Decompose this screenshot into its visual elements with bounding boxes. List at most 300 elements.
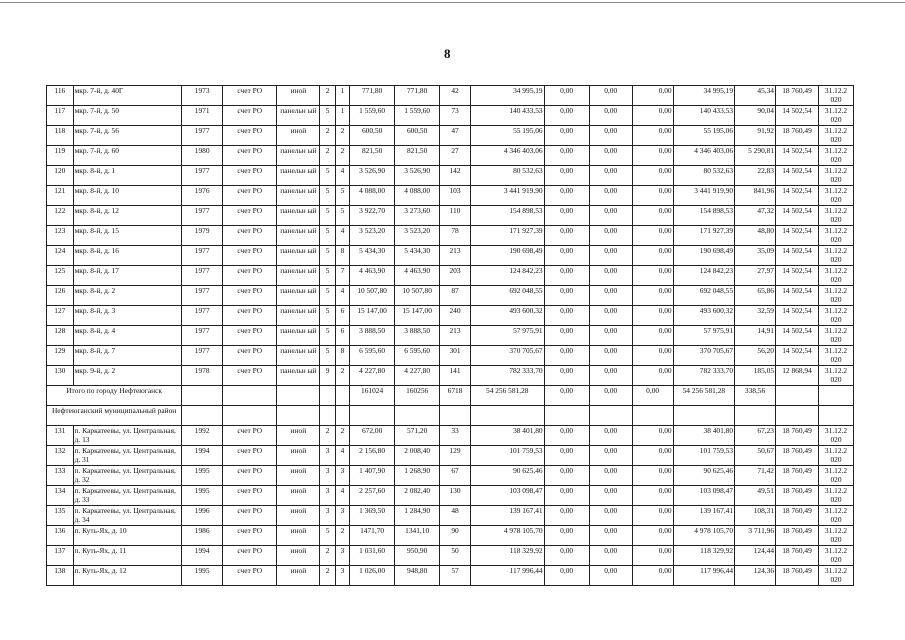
table-cell: счет РО [223, 446, 277, 466]
table-cell: 1 369,50 [350, 506, 395, 526]
table-cell: 128 [47, 326, 74, 346]
table-row [47, 166, 854, 186]
table-cell: иной [277, 506, 320, 526]
table-cell: 0,00 [589, 106, 632, 126]
table-cell: 0,00 [589, 226, 632, 246]
table-cell: 38 401,80 [470, 426, 544, 446]
table-cell: 1995 [182, 466, 223, 486]
table-cell: 42 [440, 86, 471, 106]
table-cell: 1995 [182, 566, 223, 586]
table-cell: мкр. 7-й, д. 56 [73, 126, 182, 146]
table-row [47, 126, 854, 146]
table-cell: 141 [440, 366, 471, 386]
table-cell: 127 [47, 306, 74, 326]
table-cell: мкр. 8-й, д. 12 [73, 206, 182, 226]
table-cell: панельн ый [277, 306, 320, 326]
total-cell [776, 386, 819, 406]
table-cell: 1980 [182, 146, 223, 166]
table-cell: 0,00 [589, 206, 632, 226]
table-cell: 14 502,54 [776, 286, 819, 306]
table-cell: 5 [320, 326, 335, 346]
table-cell: 4 978 105,70 [673, 526, 734, 546]
table-cell: 12 868,94 [776, 366, 819, 386]
table-row [47, 266, 854, 286]
table-cell: счет РО [223, 526, 277, 546]
table-cell: 0,00 [589, 146, 632, 166]
table-cell: 190 698,49 [470, 246, 544, 266]
table-cell: 45,34 [735, 86, 776, 106]
table-cell: 10 507,80 [395, 286, 440, 306]
table-cell: 1971 [182, 106, 223, 126]
table-cell: 692 048,55 [470, 286, 544, 306]
table-cell: 821,50 [350, 146, 395, 166]
table-cell: 1 [335, 106, 349, 126]
table-cell: панельн ый [277, 366, 320, 386]
table-cell: 5 434,30 [350, 246, 395, 266]
table-cell: 1973 [182, 86, 223, 106]
table-cell: 571,20 [395, 426, 440, 446]
table-cell: 90 [440, 526, 471, 546]
table-cell: счет РО [223, 126, 277, 146]
table-cell: 0,00 [544, 266, 589, 286]
table-cell: 90 625,46 [673, 466, 734, 486]
table-cell: 782 333,70 [673, 366, 734, 386]
table-cell: 4 227,80 [350, 366, 395, 386]
table-cell: 117 996,44 [673, 566, 734, 586]
table-cell: 31.12.2 020 [819, 506, 854, 526]
empty-cell [182, 406, 223, 426]
total-cell [819, 386, 854, 406]
table-cell: мкр. 7-й, д. 40Г [73, 86, 182, 106]
table-cell: 137 [47, 546, 74, 566]
total-cell [335, 386, 349, 406]
table-cell: иной [277, 526, 320, 546]
table-cell: 493 600,32 [470, 306, 544, 326]
table-cell: 14 502,54 [776, 146, 819, 166]
table-cell: 136 [47, 526, 74, 546]
total-cell: 0,00 [632, 386, 673, 406]
table-cell: 130 [47, 366, 74, 386]
table-cell: 0,00 [544, 126, 589, 146]
table-cell: 5 [320, 186, 335, 206]
table-cell: 123 [47, 226, 74, 246]
table-cell: 3 [320, 446, 335, 466]
table-cell: 124 [47, 246, 74, 266]
table-row [47, 286, 854, 306]
table-cell: мкр. 8-й, д. 4 [73, 326, 182, 346]
table-cell: 118 [47, 126, 74, 146]
table-cell: 5 [320, 286, 335, 306]
table-cell: 672,00 [350, 426, 395, 446]
table-cell: 3 [335, 466, 349, 486]
table-cell: счет РО [223, 86, 277, 106]
table-cell: 91,92 [735, 126, 776, 146]
table-cell: 134 [47, 486, 74, 506]
empty-cell [395, 406, 440, 426]
table-cell: 31.12.2 020 [819, 106, 854, 126]
table-cell: 0,00 [544, 306, 589, 326]
table-cell: 129 [440, 446, 471, 466]
total-cell [223, 386, 277, 406]
table-cell: 0,00 [632, 166, 673, 186]
table-cell: 0,00 [544, 506, 589, 526]
table-cell: 31.12.2 020 [819, 266, 854, 286]
table-row [47, 506, 854, 526]
table-cell: иной [277, 446, 320, 466]
table-cell: 0,00 [632, 206, 673, 226]
table-cell: 4 [335, 226, 349, 246]
table-row [47, 546, 854, 566]
table-cell: 3 [320, 486, 335, 506]
table-row [47, 366, 854, 386]
table-cell: 0,00 [632, 566, 673, 586]
table-cell: 0,00 [632, 106, 673, 126]
table-cell: 0,00 [589, 86, 632, 106]
table-cell: п. Куть-Ях, д. 12 [73, 566, 182, 586]
table-cell: 0,00 [589, 446, 632, 466]
table-cell: 33 [440, 426, 471, 446]
table-row [47, 466, 854, 486]
table-cell: мкр. 8-й, д. 7 [73, 346, 182, 366]
table-cell: 31.12.2 020 [819, 526, 854, 546]
table-cell: 18 760,49 [776, 546, 819, 566]
table-cell: 1994 [182, 546, 223, 566]
table-cell: 771,80 [395, 86, 440, 106]
table-row [47, 146, 854, 166]
table-cell: 0,00 [544, 326, 589, 346]
table-cell: 0,00 [589, 266, 632, 286]
table-cell: счет РО [223, 426, 277, 446]
table-cell: 3 523,20 [395, 226, 440, 246]
table-cell: 31.12.2 020 [819, 326, 854, 346]
table-cell: 101 759,53 [673, 446, 734, 466]
table-cell: 121 [47, 186, 74, 206]
table-cell: иной [277, 486, 320, 506]
table-cell: мкр. 8-й, д. 17 [73, 266, 182, 286]
table-cell: 138 [47, 566, 74, 586]
table-cell: 0,00 [544, 86, 589, 106]
table-cell: 3 922,70 [350, 206, 395, 226]
table-cell: 5 434,30 [395, 246, 440, 266]
table-cell: 0,00 [589, 326, 632, 346]
table-cell: счет РО [223, 506, 277, 526]
table-cell: 27,97 [735, 266, 776, 286]
table-cell: 135 [47, 506, 74, 526]
table-cell: 5 [320, 266, 335, 286]
table-cell: иной [277, 566, 320, 586]
table-cell: 140 433,53 [673, 106, 734, 126]
table-cell: 18 760,49 [776, 86, 819, 106]
table-cell: 67,23 [735, 426, 776, 446]
table-cell: п. Куть-Ях, д. 11 [73, 546, 182, 566]
table-cell: 1977 [182, 206, 223, 226]
table-cell: 32,59 [735, 306, 776, 326]
table-cell: 0,00 [544, 566, 589, 586]
table-cell: 771,80 [350, 86, 395, 106]
table-cell: счет РО [223, 266, 277, 286]
table-cell: 0,00 [632, 346, 673, 366]
table-cell: 34 995,19 [673, 86, 734, 106]
empty-cell [632, 406, 673, 426]
table-cell: 3 888,50 [350, 326, 395, 346]
table-cell: 5 [320, 166, 335, 186]
table-cell: 49,51 [735, 486, 776, 506]
table-cell: счет РО [223, 546, 277, 566]
table-cell: 31.12.2 020 [819, 286, 854, 306]
table-cell: 0,00 [632, 326, 673, 346]
total-cell: 338,56 [735, 386, 776, 406]
section-row [47, 406, 854, 426]
table-cell: 493 600,32 [673, 306, 734, 326]
table-cell: 5 [320, 206, 335, 226]
table-cell: 1992 [182, 426, 223, 446]
table-cell: 0,00 [589, 426, 632, 446]
empty-cell [350, 406, 395, 426]
table-cell: 78 [440, 226, 471, 246]
table-cell: 10 507,80 [350, 286, 395, 306]
table-cell: 1977 [182, 126, 223, 146]
table-cell: 14 502,54 [776, 226, 819, 246]
table-cell: 1977 [182, 286, 223, 306]
table-cell: 0,00 [544, 146, 589, 166]
table-cell: счет РО [223, 146, 277, 166]
table-cell: мкр. 8-й, д. 2 [73, 286, 182, 306]
total-cell [320, 386, 335, 406]
table-cell: 14 502,54 [776, 206, 819, 226]
table-cell: 1 407,90 [350, 466, 395, 486]
table-cell: 154 898,53 [470, 206, 544, 226]
table-cell: 18 760,49 [776, 126, 819, 146]
total-cell [182, 386, 223, 406]
table-cell: 5 290,81 [735, 146, 776, 166]
table-cell: п. Каркатеевы, ул. Центральная, д. 33 [73, 486, 182, 506]
table-cell: счет РО [223, 366, 277, 386]
empty-cell [335, 406, 349, 426]
table-cell: 90,04 [735, 106, 776, 126]
table-cell: 1978 [182, 366, 223, 386]
table-cell: 0,00 [589, 506, 632, 526]
table-cell: 190 698,49 [673, 246, 734, 266]
table-cell: 2 156,80 [350, 446, 395, 466]
table-cell: 1994 [182, 446, 223, 466]
table-cell: панельн ый [277, 346, 320, 366]
table-cell: 2 008,40 [395, 446, 440, 466]
table-cell: 1 031,60 [350, 546, 395, 566]
table-cell: 3 [335, 546, 349, 566]
table-cell: 48 [440, 506, 471, 526]
table-cell: 18 760,49 [776, 526, 819, 546]
table-cell: 2 257,60 [350, 486, 395, 506]
table-row [47, 486, 854, 506]
table-cell: 14 502,54 [776, 246, 819, 266]
table-cell: 2 [320, 546, 335, 566]
table-cell: панельн ый [277, 286, 320, 306]
table-cell: 5 [320, 106, 335, 126]
table-cell: 154 898,53 [673, 206, 734, 226]
empty-cell [819, 406, 854, 426]
table-cell: п. Каркатеевы, ул. Центральная, д. 34 [73, 506, 182, 526]
table-cell: 14 502,54 [776, 326, 819, 346]
table-cell: панельн ый [277, 106, 320, 126]
table-cell: 3 526,90 [350, 166, 395, 186]
table-cell: 0,00 [589, 166, 632, 186]
table-cell: 31.12.2 020 [819, 226, 854, 246]
table-cell: панельн ый [277, 266, 320, 286]
table-cell: 0,00 [589, 466, 632, 486]
table-cell: 5 [320, 346, 335, 366]
table-cell: 0,00 [632, 546, 673, 566]
table-cell: 108,31 [735, 506, 776, 526]
table-cell: 18 760,49 [776, 466, 819, 486]
table-cell: 1977 [182, 166, 223, 186]
table-cell: 133 [47, 466, 74, 486]
table-cell: 131 [47, 426, 74, 446]
table-cell: 101 759,53 [470, 446, 544, 466]
table-cell: 119 [47, 146, 74, 166]
table-cell: 213 [440, 246, 471, 266]
table-cell: 65,86 [735, 286, 776, 306]
table-cell: 31.12.2 020 [819, 206, 854, 226]
table-cell: счет РО [223, 206, 277, 226]
empty-cell [440, 406, 471, 426]
table-cell: 5 [335, 206, 349, 226]
table-cell: мкр. 8-й, д. 15 [73, 226, 182, 246]
table-cell: 1979 [182, 226, 223, 246]
table-cell: 47 [440, 126, 471, 146]
table-cell: мкр. 9-й, д. 2 [73, 366, 182, 386]
section-label: Нефтеюганский муниципальный район [47, 406, 182, 426]
total-cell: 0,00 [544, 386, 589, 406]
table-cell: 2 [335, 146, 349, 166]
table-cell: 1 [335, 86, 349, 106]
table-cell: 3 711,96 [735, 526, 776, 546]
table-cell: п. Куть-Ях, д. 10 [73, 526, 182, 546]
page-number: 8 [444, 46, 451, 61]
table-cell: 3 [335, 506, 349, 526]
table-cell: 4 463,90 [395, 266, 440, 286]
table-cell: 38 401,80 [673, 426, 734, 446]
table-cell: мкр. 7-й, д. 60 [73, 146, 182, 166]
table-cell: 4 978 105,70 [470, 526, 544, 546]
table-cell: 1977 [182, 266, 223, 286]
table-cell: 5 [335, 186, 349, 206]
table-cell: 3 441 919,90 [673, 186, 734, 206]
table-cell: 950,90 [395, 546, 440, 566]
table-cell: 90 625,46 [470, 466, 544, 486]
table-cell: 0,00 [589, 286, 632, 306]
empty-cell [320, 406, 335, 426]
table-cell: 2 [335, 366, 349, 386]
table-cell: 31.12.2 020 [819, 466, 854, 486]
table-cell: 0,00 [589, 186, 632, 206]
table-cell: 0,00 [632, 146, 673, 166]
table-cell: счет РО [223, 306, 277, 326]
table-cell: 118 329,92 [673, 546, 734, 566]
total-row [47, 386, 854, 406]
table-cell: 2 [320, 146, 335, 166]
table-cell: 821,50 [395, 146, 440, 166]
table-cell: иной [277, 426, 320, 446]
table-cell: 0,00 [544, 466, 589, 486]
table-cell: 1977 [182, 346, 223, 366]
table-cell: 73 [440, 106, 471, 126]
empty-cell [277, 406, 320, 426]
table-cell: п. Каркатеевы, ул. Центральная, д. 13 [73, 426, 182, 446]
table-cell: 1977 [182, 246, 223, 266]
table-cell: 117 [47, 106, 74, 126]
table-cell: 185,05 [735, 366, 776, 386]
table-cell: счет РО [223, 286, 277, 306]
table-cell: 0,00 [632, 126, 673, 146]
table-cell: 103 098,47 [470, 486, 544, 506]
table-cell: 1986 [182, 526, 223, 546]
table-row [47, 246, 854, 266]
table-cell: 5 [320, 246, 335, 266]
table-cell: счет РО [223, 466, 277, 486]
table-cell: 0,00 [544, 446, 589, 466]
table-cell: 35,09 [735, 246, 776, 266]
empty-cell [470, 406, 544, 426]
table-cell: 240 [440, 306, 471, 326]
table-cell: 129 [47, 346, 74, 366]
table-cell: 3 [335, 566, 349, 586]
table-cell: 841,96 [735, 186, 776, 206]
table-row [47, 566, 854, 586]
housing-register-table [46, 85, 854, 586]
table-cell: 139 167,41 [673, 506, 734, 526]
table-cell: 0,00 [632, 306, 673, 326]
total-cell: 54 256 581,28 [470, 386, 544, 406]
table-cell: 22,83 [735, 166, 776, 186]
table-cell: 14 502,54 [776, 106, 819, 126]
table-cell: 56,20 [735, 346, 776, 366]
table-cell: 1976 [182, 186, 223, 206]
scan-edge [0, 0, 905, 6]
table-cell: 14 502,54 [776, 186, 819, 206]
table-cell: 57 [440, 566, 471, 586]
table-cell: 0,00 [632, 466, 673, 486]
table-row [47, 306, 854, 326]
table-cell: 0,00 [632, 366, 673, 386]
table-cell: 14 502,54 [776, 166, 819, 186]
table-cell: 9 [320, 366, 335, 386]
table-cell: 50,67 [735, 446, 776, 466]
table-cell: панельн ый [277, 246, 320, 266]
table-cell: 31.12.2 020 [819, 446, 854, 466]
total-cell [277, 386, 320, 406]
table-cell: мкр. 8-й, д. 10 [73, 186, 182, 206]
table-cell: 0,00 [632, 506, 673, 526]
table-cell: 0,00 [544, 426, 589, 446]
table-cell: 1 559,60 [395, 106, 440, 126]
table-cell: 3 [320, 506, 335, 526]
table-cell: иной [277, 86, 320, 106]
table-cell: 1995 [182, 486, 223, 506]
table-cell: 370 705,67 [470, 346, 544, 366]
table-cell: 31.12.2 020 [819, 566, 854, 586]
table-cell: 18 760,49 [776, 446, 819, 466]
table-cell: счет РО [223, 326, 277, 346]
table-cell: 124,44 [735, 546, 776, 566]
table-cell: счет РО [223, 346, 277, 366]
table-cell: 203 [440, 266, 471, 286]
table-cell: 18 760,49 [776, 506, 819, 526]
table-cell: 71,42 [735, 466, 776, 486]
table-cell: 57 975,91 [470, 326, 544, 346]
table-row [47, 426, 854, 446]
table-cell: 6 595,60 [395, 346, 440, 366]
table-cell: счет РО [223, 106, 277, 126]
